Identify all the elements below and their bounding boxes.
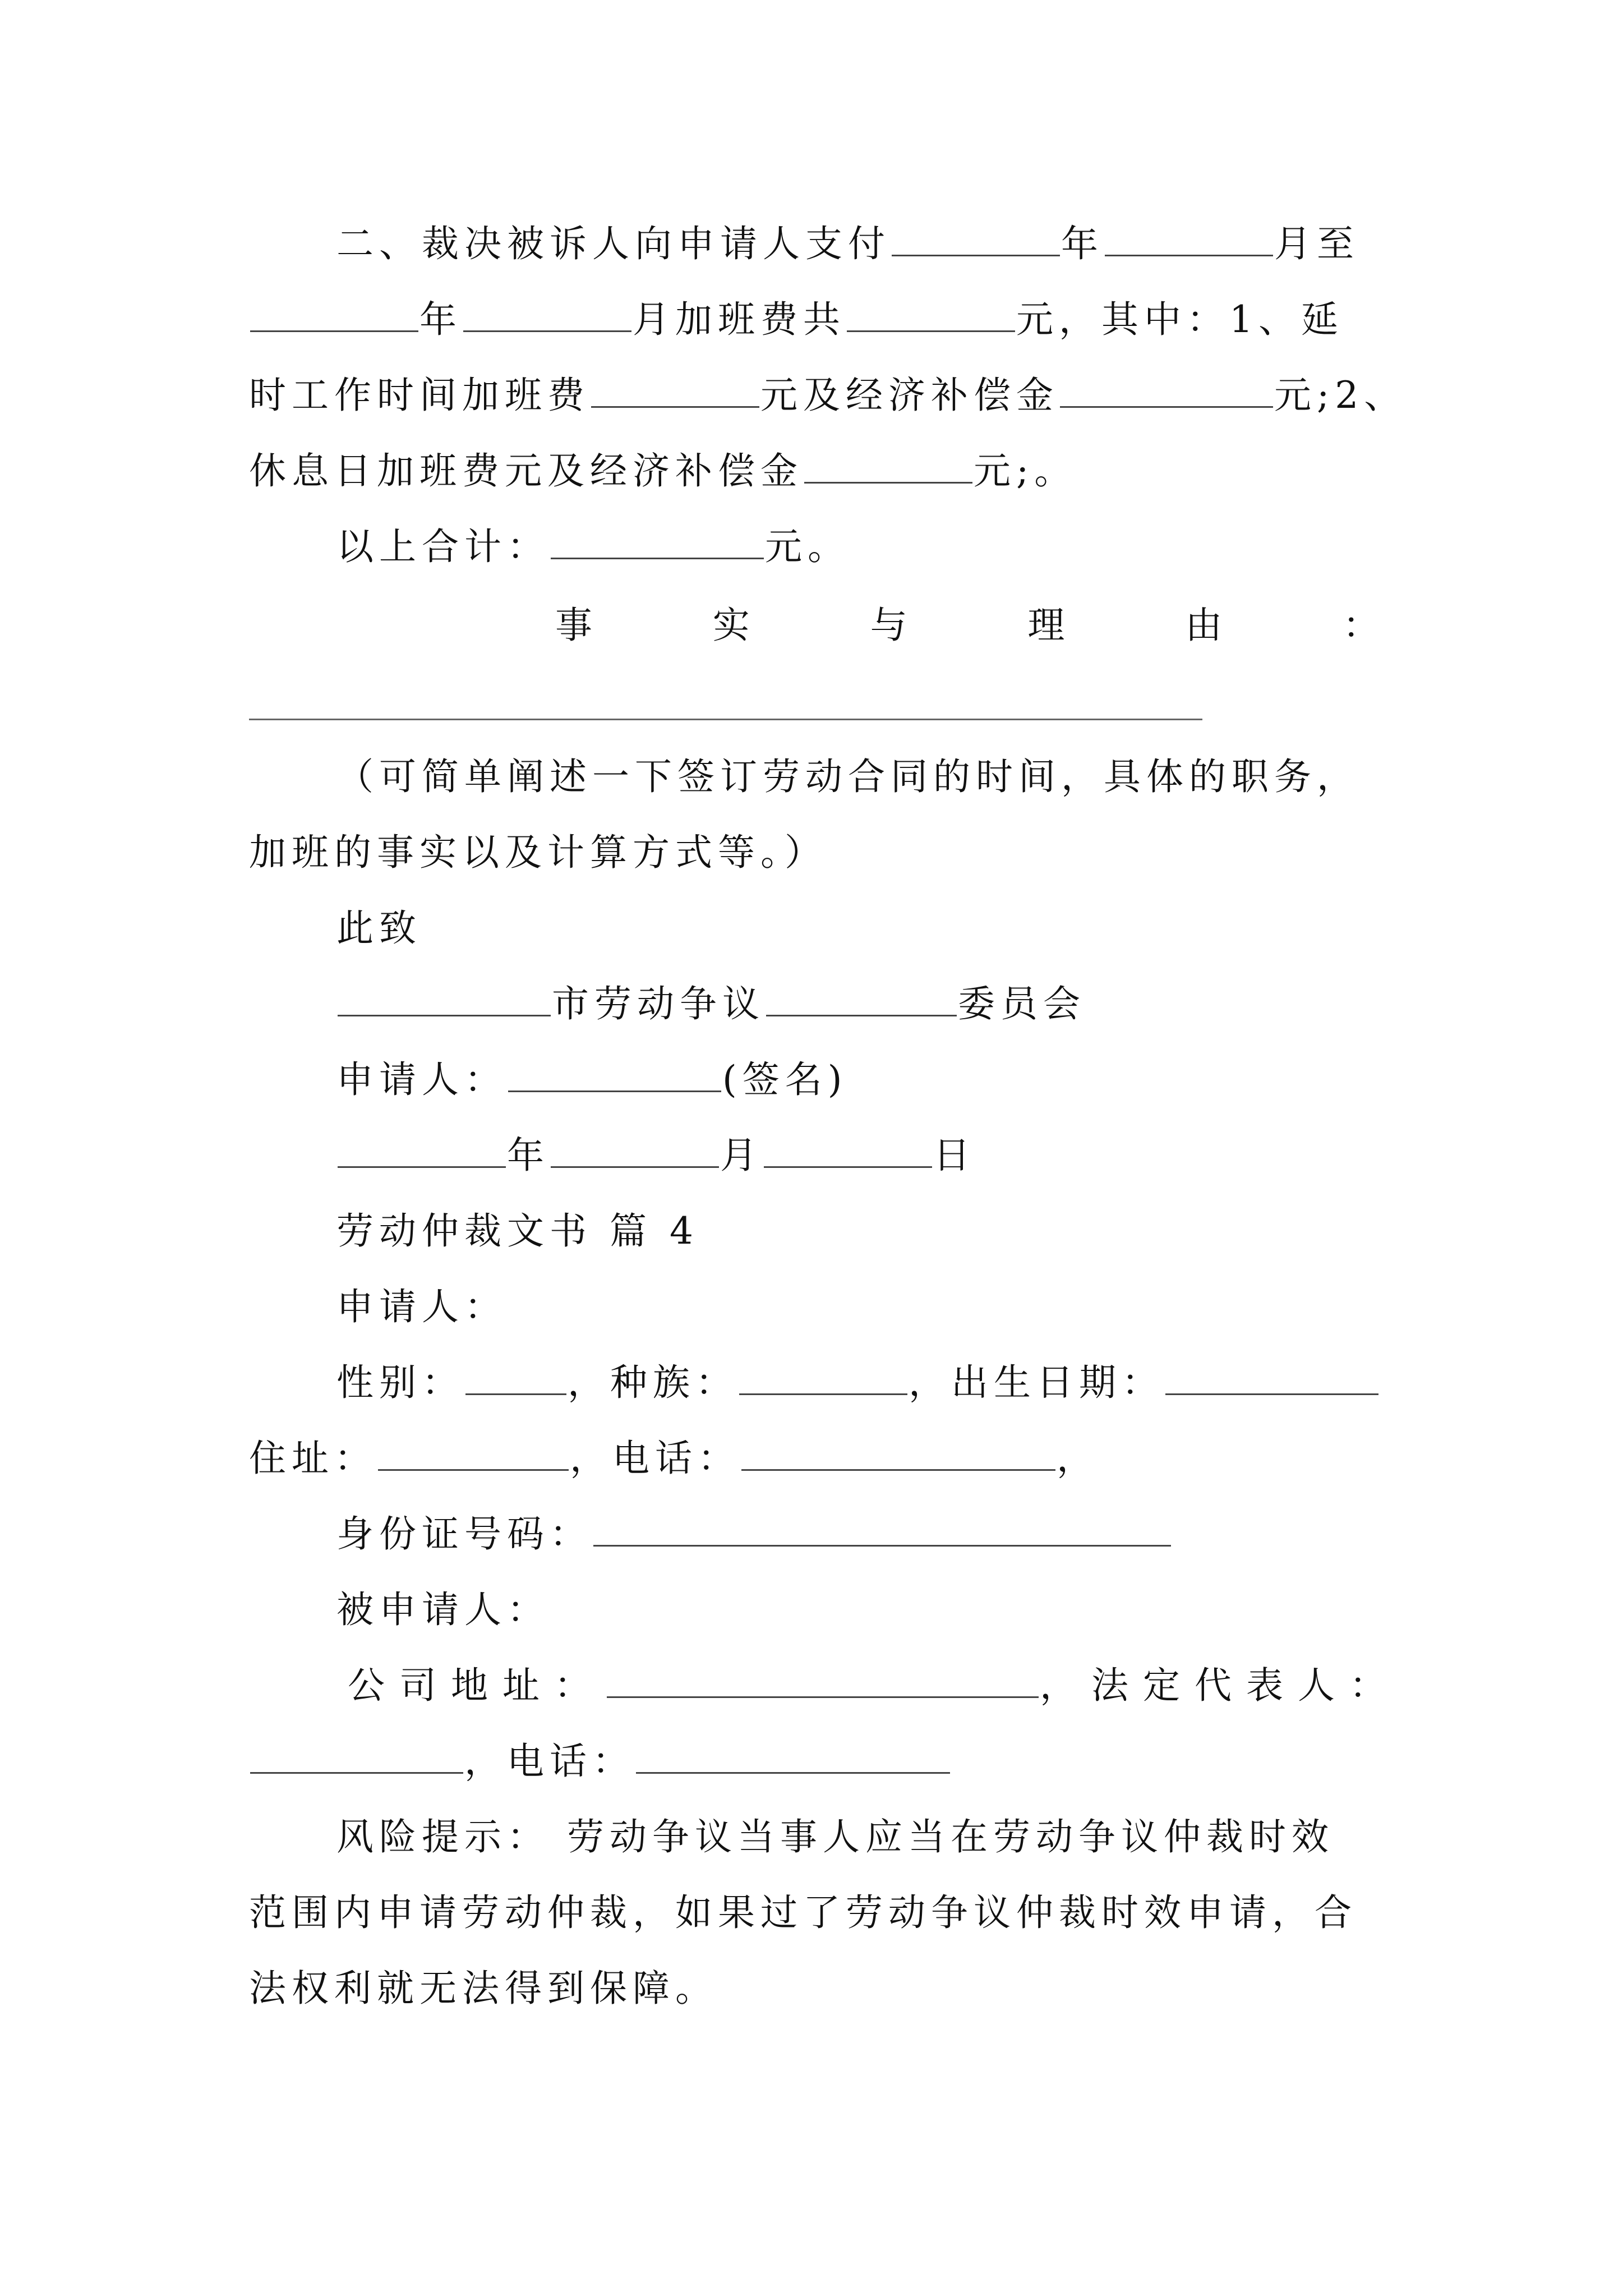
- section-heading: 劳动仲裁文书 篇 4: [336, 1209, 699, 1253]
- heading-char: 理: [1027, 604, 1065, 647]
- committee-label: 市劳动争议: [552, 982, 765, 1025]
- birth-label: ，出生日期：: [909, 1361, 1164, 1404]
- blank-field[interactable]: [804, 450, 972, 484]
- blank-field[interactable]: [764, 1135, 932, 1168]
- phone-label: ，电话：: [464, 1740, 635, 1783]
- heading-char: 实: [712, 604, 750, 647]
- company-address-label: 公司地址：: [348, 1664, 606, 1707]
- applicant-info-line: [336, 1358, 1380, 1408]
- risk-line-3: 法权利就无法得到保障。: [249, 1967, 718, 2010]
- year-label: 年: [1061, 222, 1104, 265]
- blank-field[interactable]: [250, 299, 418, 332]
- heading-char: 由: [1185, 604, 1223, 647]
- heading-char: 与: [870, 604, 907, 647]
- applicant-sign-line: [336, 1055, 848, 1105]
- heading-char: 事: [555, 604, 592, 647]
- claim-line-4: [249, 446, 1077, 496]
- gender-label: 性别：: [336, 1361, 464, 1404]
- month-to-label: 月至: [1274, 222, 1359, 265]
- applicant-label: 申请人：: [336, 1058, 507, 1101]
- total-line: [336, 522, 850, 572]
- claim-text: 元及经济补偿金: [760, 374, 1059, 417]
- ethnicity-field[interactable]: [739, 1362, 907, 1395]
- claim-text: 元;2、: [1274, 374, 1407, 417]
- heading-char: ：: [1342, 604, 1380, 647]
- claim-text: 元，其中：1、延: [1016, 298, 1344, 341]
- committee-suffix: 委员会: [958, 982, 1086, 1025]
- greeting: 此致: [336, 907, 422, 950]
- blank-field[interactable]: [892, 223, 1060, 256]
- applicant-heading: 申请人：: [336, 1285, 507, 1328]
- risk-line-1: 风险提示： 劳动争议当事人应当在劳动争议仲裁时效: [336, 1815, 1334, 1858]
- company-address-field[interactable]: [607, 1665, 1039, 1698]
- blank-field[interactable]: [1105, 223, 1273, 256]
- signature-hint: (签名): [722, 1058, 848, 1101]
- blank-field[interactable]: [338, 983, 551, 1016]
- claim-text: 休息日加班费元及经济补偿金: [249, 449, 803, 493]
- id-label: 身份证号码：: [336, 1512, 592, 1556]
- total-unit: 元。: [765, 525, 850, 568]
- blank-field[interactable]: [847, 299, 1015, 332]
- claim-line-1: [336, 219, 1359, 269]
- claim-line-3: [249, 370, 1407, 421]
- gender-field[interactable]: [465, 1362, 566, 1395]
- phone-label: ，电话：: [570, 1437, 740, 1480]
- ethnicity-label: ，种族：: [568, 1361, 738, 1404]
- blank-field[interactable]: [1060, 375, 1273, 408]
- day-label: 日: [933, 1134, 976, 1177]
- blank-field[interactable]: [591, 375, 759, 408]
- committee-line: [336, 979, 1086, 1029]
- respondent-heading: 被申请人：: [336, 1588, 550, 1631]
- total-label: 以上合计：: [336, 525, 550, 568]
- note-line-2: 加班的事实以及计算方式等。）: [249, 831, 827, 874]
- blank-field[interactable]: [463, 299, 631, 332]
- phone-field[interactable]: [636, 1741, 950, 1774]
- phone-field[interactable]: [741, 1438, 1055, 1471]
- risk-line-2: 范围内申请劳动仲裁，如果过了劳动争议仲裁时效申请，合: [249, 1891, 1357, 1934]
- address-line: [249, 1433, 1099, 1484]
- note-line-1: （可简单阐述一下签订劳动合同的时间，具体的职务，: [336, 755, 1359, 798]
- month-label: 月: [720, 1134, 763, 1177]
- claim-line-2: [249, 295, 1344, 345]
- facts-and-reasons-heading: [555, 600, 1380, 651]
- id-line: [336, 1509, 1172, 1559]
- claim-text: 元;。: [974, 449, 1077, 493]
- address-field[interactable]: [378, 1438, 569, 1471]
- blank-field[interactable]: [551, 526, 764, 559]
- birth-field[interactable]: [1165, 1362, 1378, 1395]
- overtime-label: 月加班费共: [633, 298, 846, 341]
- blank-field[interactable]: [766, 983, 957, 1016]
- legal-rep-label: ，法定代表人：: [1040, 1664, 1401, 1707]
- address-label: 住址：: [249, 1437, 377, 1480]
- blank-field[interactable]: [508, 1059, 721, 1092]
- claim-text: 时工作时间加班费: [249, 374, 590, 417]
- blank-field[interactable]: [338, 1135, 506, 1168]
- blank-field[interactable]: [551, 1135, 719, 1168]
- punctuation: ，: [1057, 1437, 1099, 1480]
- claim-text: 二、裁决被诉人向申请人支付: [336, 222, 891, 265]
- id-field[interactable]: [593, 1513, 1171, 1547]
- date-line: [336, 1130, 976, 1181]
- facts-input-line[interactable]: [249, 719, 1202, 720]
- year-label: 年: [507, 1134, 550, 1177]
- legal-rep-field[interactable]: [250, 1741, 463, 1774]
- year-label: 年: [419, 298, 462, 341]
- company-line: [348, 1660, 1401, 1711]
- legal-rep-line: [249, 1736, 951, 1787]
